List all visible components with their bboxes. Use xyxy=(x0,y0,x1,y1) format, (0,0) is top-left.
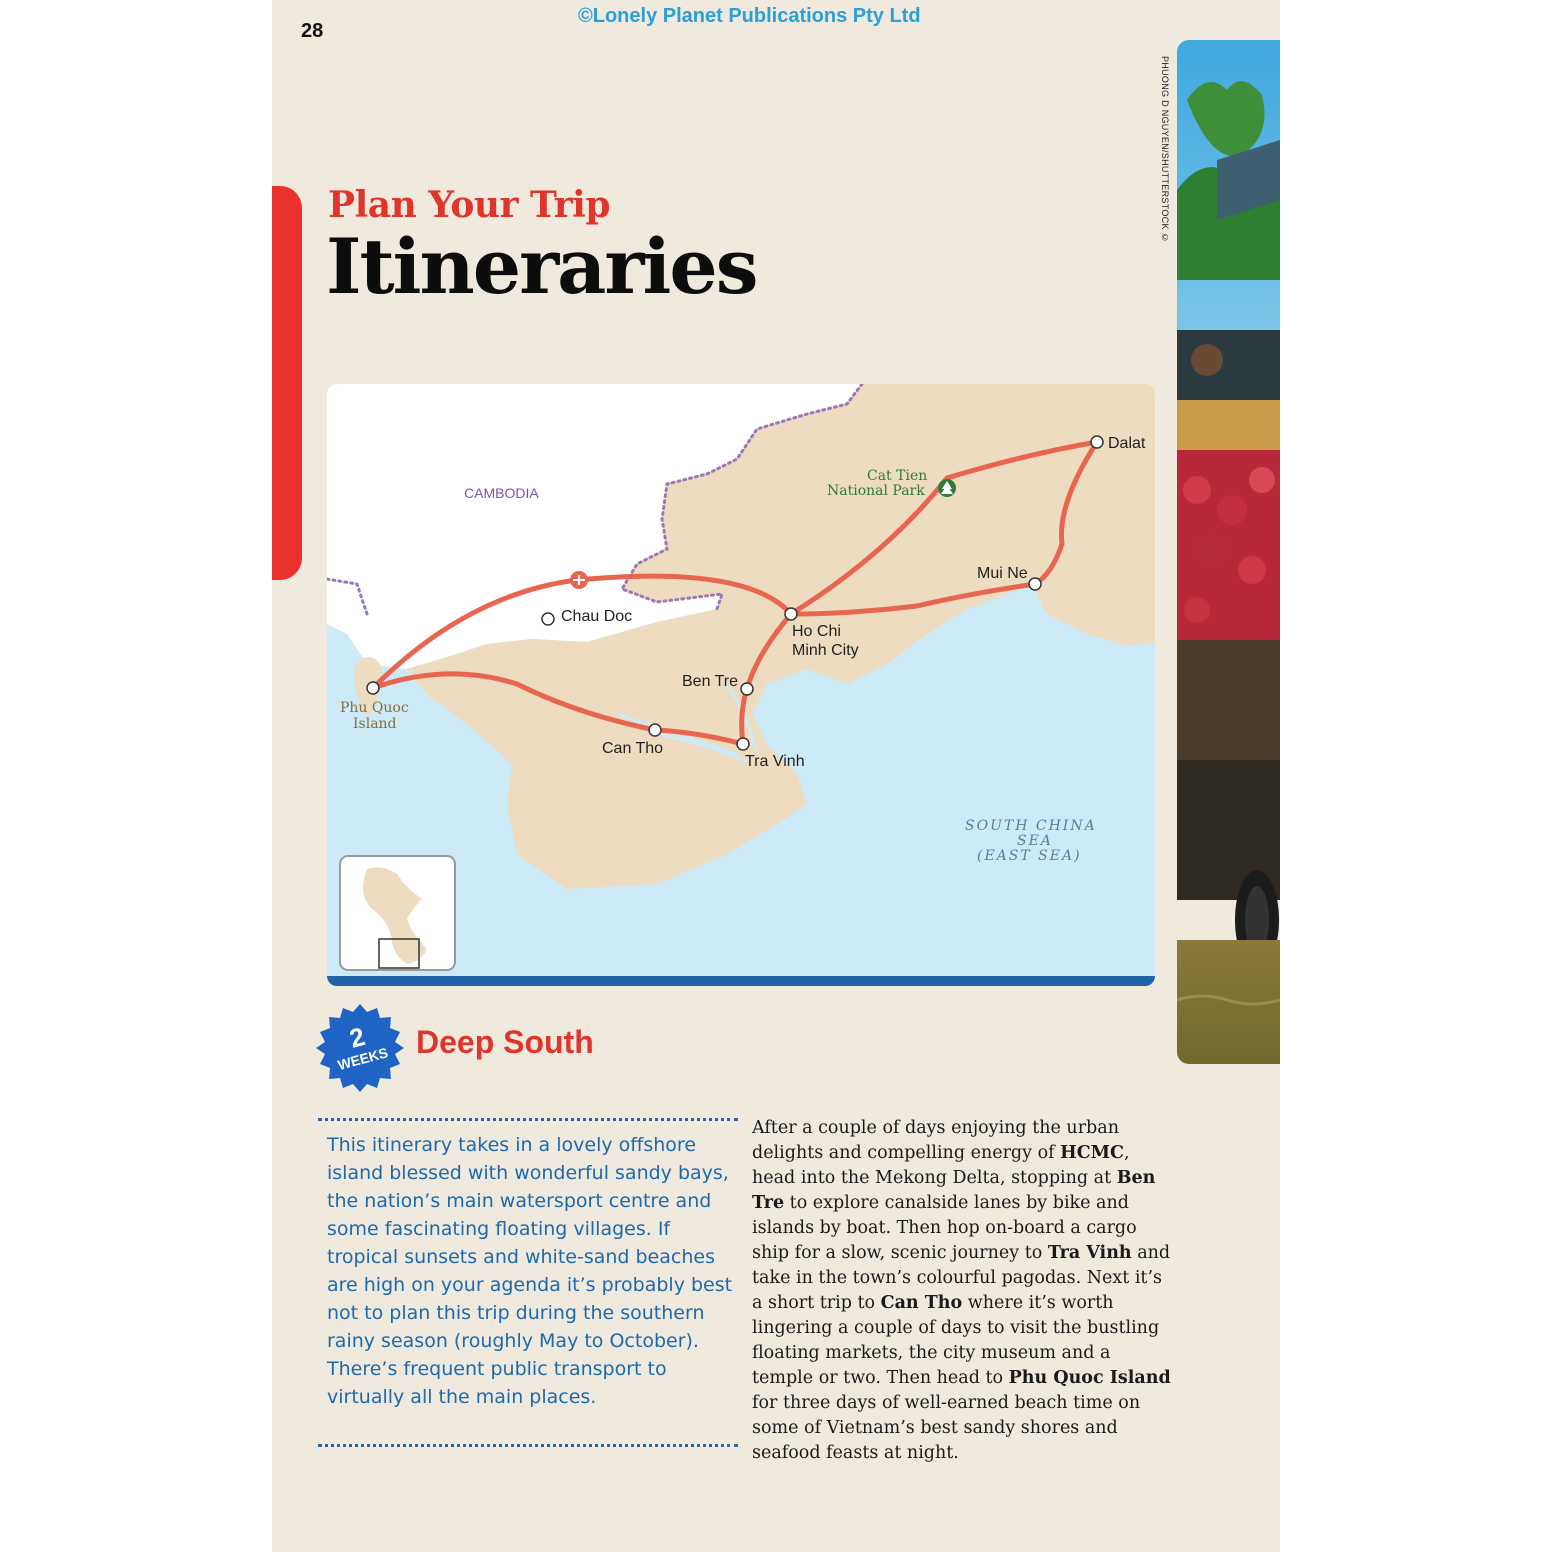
map-dot-mui-ne xyxy=(1029,578,1041,590)
section-tab xyxy=(272,186,302,580)
floating-market-photo xyxy=(1177,40,1280,1064)
map-dot-can-tho xyxy=(649,724,661,736)
label-ben-tre: Ben Tre xyxy=(682,673,739,690)
bottom-divider xyxy=(318,1444,738,1447)
label-tra-vinh: Tra Vinh xyxy=(745,753,805,770)
label-phu-quoc-1: Phu Quoc xyxy=(340,700,409,716)
label-can-tho: Can Tho xyxy=(602,740,664,757)
page-number: 28 xyxy=(301,20,324,42)
label-phu-quoc-2: Island xyxy=(353,716,397,732)
top-divider xyxy=(318,1118,738,1121)
badge-number: 2 xyxy=(346,1021,369,1054)
copyright-notice: ©Lonely Planet Publications Pty Ltd xyxy=(578,5,921,27)
label-chau-doc: Chau Doc xyxy=(561,608,633,625)
photo-credit: PHUONG D NGUYEN/SHUTTERSTOCK © xyxy=(1160,56,1170,243)
place-tra-vinh: Tra Vinh xyxy=(1047,1243,1132,1263)
place-ben-tre: Ben Tre xyxy=(752,1168,1156,1213)
badge-unit: WEEKS xyxy=(335,1044,390,1073)
label-hcmc-2: Minh City xyxy=(792,642,859,659)
label-park-2: National Park xyxy=(827,483,925,499)
label-park-1: Cat Tien xyxy=(867,468,928,484)
map-dot-dalat xyxy=(1091,436,1103,448)
duration-badge xyxy=(316,1004,404,1092)
map-dot-ben-tre xyxy=(741,683,753,695)
locator-inset xyxy=(340,856,455,970)
label-hcmc-1: Ho Chi xyxy=(792,623,841,640)
label-sea-2: SEA xyxy=(1017,833,1053,849)
label-sea-1: SOUTH CHINA xyxy=(965,818,1097,834)
map-dot-chau-doc xyxy=(542,613,554,625)
country-label: CAMBODIA xyxy=(464,485,539,501)
map-dot-phu-quoc xyxy=(367,682,379,694)
itinerary-intro: This itinerary takes in a lovely offshore island blessed with wonderful sandy bays, the nation’s main watersport centre and some fascinating floating villages. If tropical sunsets and white-sand beaches are high on your agenda it’s probably best not to plan this trip during the southern rainy season (roughly May to October). There’s frequent public transport to virtually all the main places. xyxy=(327,1134,733,1408)
place-hcmc: HCMC xyxy=(1060,1143,1124,1163)
itinerary-map xyxy=(327,384,1155,986)
itinerary-title: Deep South xyxy=(416,1024,594,1060)
place-can-tho: Can Tho xyxy=(880,1293,963,1313)
map-dot-tra-vinh xyxy=(737,738,749,750)
label-mui-ne: Mui Ne xyxy=(977,565,1028,582)
map-dot-hcmc xyxy=(785,608,797,620)
page-title: Itineraries xyxy=(326,222,757,311)
place-phu-quoc: Phu Quoc Island xyxy=(1008,1368,1171,1388)
label-sea-3: (EAST SEA) xyxy=(977,848,1082,864)
section-kicker: Plan Your Trip xyxy=(328,184,611,226)
itinerary-body: After a couple of days enjoying the urban delights and compelling energy of HCMC, head into the Mekong Delta, stopping at Ben Tre to explore canalside lanes by bike and islands by boat. Then hop on-board a cargo ship for a slow, scenic journey to Tra Vinh and take in the town’s colourful pagodas. Next it’s a short trip to Can Tho where it’s worth lingering a couple of days to visit the bustling floating markets, the city museum and a temple or two. Then head to Phu Quoc Island for three days of well-earned beach time on some of Vietnam’s best sandy shores and seafood feasts at night. xyxy=(752,1118,1171,1463)
label-dalat: Dalat xyxy=(1108,435,1146,452)
